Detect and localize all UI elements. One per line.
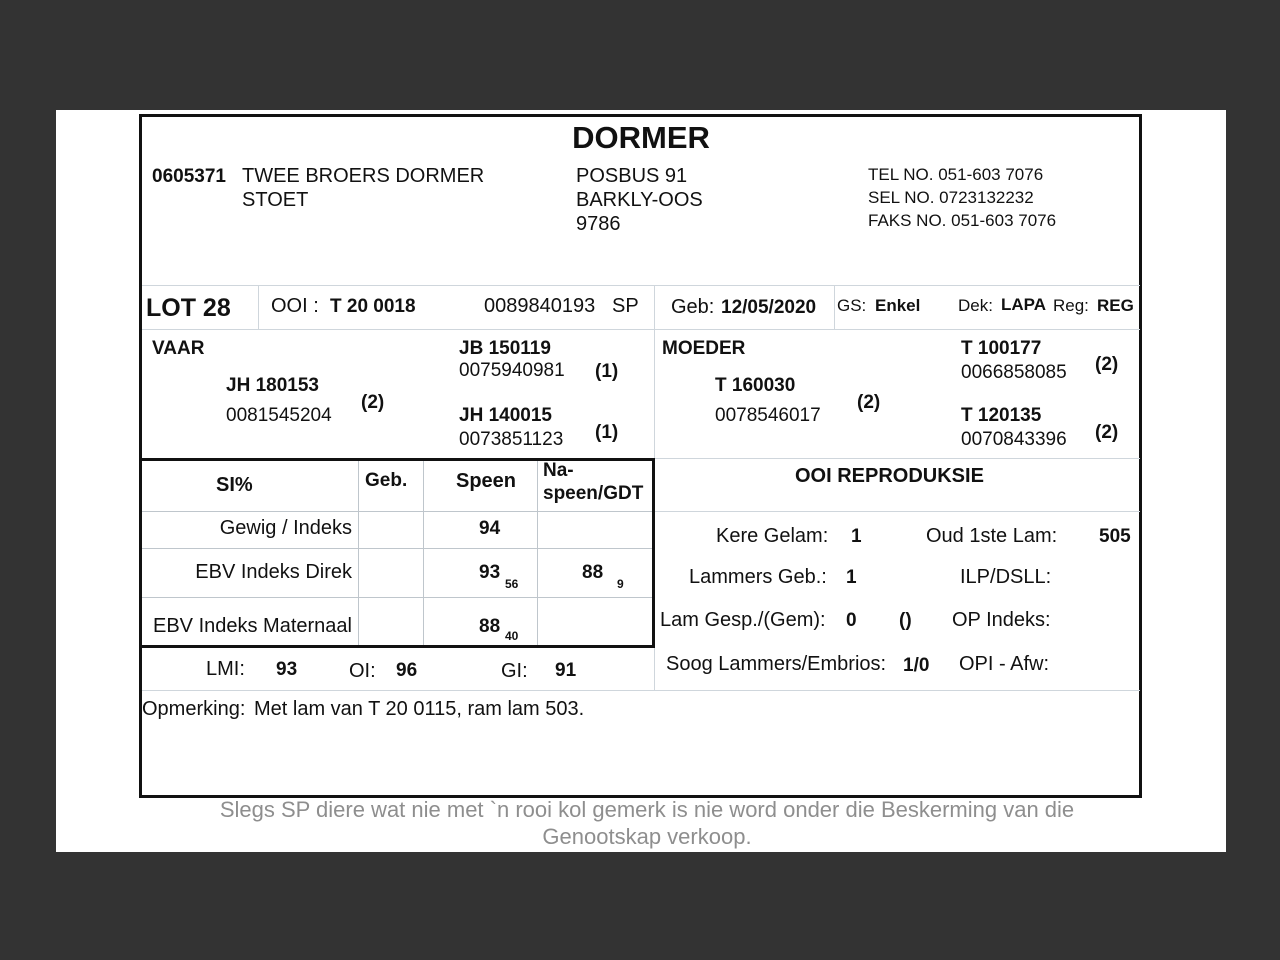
address-line3: 9786 bbox=[576, 213, 621, 235]
moeder-id: T 160030 bbox=[715, 375, 796, 396]
si-row-speen-sub: 56 bbox=[505, 577, 519, 591]
reg-label: Reg: bbox=[1053, 296, 1089, 315]
opmerking-text: Met lam van T 20 0115, ram lam 503. bbox=[254, 698, 585, 720]
naspeen-header-line1: Na- bbox=[543, 460, 574, 481]
footer-line2: Genootskap verkoop. bbox=[542, 824, 752, 849]
vaar-sire-id: JB 150119 bbox=[459, 338, 551, 359]
si-row-naspeen-sub: 9 bbox=[617, 577, 624, 591]
si-row-label: EBV Indeks Maternaal bbox=[153, 615, 352, 637]
si-row-label: Gewig / Indeks bbox=[219, 517, 352, 539]
ooi-label: OOI : bbox=[271, 295, 319, 317]
naspeen-header-line2: speen/GDT bbox=[543, 483, 644, 504]
reproduksie-title: OOI REPRODUKSIE bbox=[795, 465, 984, 487]
gs-value: Enkel bbox=[875, 296, 921, 315]
lot-number: LOT 28 bbox=[146, 294, 231, 322]
tel-number: TEL NO. 051-603 7076 bbox=[868, 165, 1044, 184]
breeder-name-line2: STOET bbox=[242, 189, 309, 211]
si-header: SI% bbox=[216, 474, 253, 496]
lam-gesp-gem: () bbox=[899, 610, 912, 631]
opmerking-label: Opmerking: bbox=[142, 698, 246, 720]
soog-lammers-label: Soog Lammers/Embrios: bbox=[666, 653, 887, 675]
reg-value: REG bbox=[1097, 296, 1134, 315]
speen-header: Speen bbox=[456, 470, 517, 492]
si-row-speen-sub: 40 bbox=[505, 629, 519, 643]
vaar-dam-count: (1) bbox=[595, 422, 619, 443]
moeder-number: 0078546017 bbox=[715, 405, 821, 426]
vaar-count: (2) bbox=[361, 392, 385, 413]
vaar-sire-count: (1) bbox=[595, 361, 619, 382]
moeder-sire-number: 0066858085 bbox=[961, 362, 1067, 383]
oi-label: OI: bbox=[349, 660, 376, 682]
geb-label: Geb: bbox=[671, 296, 715, 318]
lmi-value: 93 bbox=[276, 659, 298, 680]
kere-gelam-value: 1 bbox=[851, 526, 862, 547]
moeder-count: (2) bbox=[857, 392, 881, 413]
si-row-speen: 93 bbox=[479, 562, 501, 583]
kere-gelam-label: Kere Gelam: bbox=[716, 525, 829, 547]
si-row-speen: 88 bbox=[479, 616, 501, 637]
lot-sheet bbox=[56, 110, 1226, 852]
ooi-id-number: 0089840193 bbox=[484, 295, 596, 317]
moeder-sire-count: (2) bbox=[1095, 354, 1119, 375]
op-indeks-label: OP Indeks: bbox=[952, 609, 1051, 631]
gi-value: 91 bbox=[555, 660, 577, 681]
si-row-naspeen: 88 bbox=[582, 562, 604, 583]
lammers-geb-label: Lammers Geb.: bbox=[689, 566, 827, 588]
moeder-dam-number: 0070843396 bbox=[961, 429, 1067, 450]
lammers-geb-value: 1 bbox=[846, 567, 857, 588]
gi-label: GI: bbox=[501, 660, 528, 682]
vaar-number: 0081545204 bbox=[226, 405, 332, 426]
address-line1: POSBUS 91 bbox=[576, 165, 688, 187]
sp-mark: SP bbox=[612, 295, 639, 317]
dek-label: Dek: bbox=[958, 296, 993, 315]
moeder-dam-id: T 120135 bbox=[961, 405, 1042, 426]
opi-afw-label: OPI - Afw: bbox=[959, 653, 1050, 675]
si-row-speen: 94 bbox=[479, 518, 501, 539]
oud-1ste-lam-value: 505 bbox=[1099, 526, 1131, 547]
oi-value: 96 bbox=[396, 660, 418, 681]
oud-1ste-lam-label: Oud 1ste Lam: bbox=[926, 525, 1058, 547]
lam-gesp-label: Lam Gesp./(Gem): bbox=[660, 609, 826, 631]
vaar-label: VAAR bbox=[152, 338, 205, 359]
ooi-value: T 20 0018 bbox=[330, 296, 416, 317]
page-title: DORMER bbox=[572, 120, 710, 155]
moeder-sire-id: T 100177 bbox=[961, 338, 1042, 359]
soog-lammers-value: 1/0 bbox=[903, 655, 930, 676]
footer-line1: Slegs SP diere wat nie met `n rooi kol gemerk is nie word onder die Beskerming van die bbox=[219, 797, 1075, 822]
moeder-dam-count: (2) bbox=[1095, 422, 1119, 443]
ilp-dsll-label: ILP/DSLL: bbox=[960, 566, 1052, 588]
breeder-number: 0605371 bbox=[152, 166, 226, 187]
lam-gesp-value: 0 bbox=[846, 610, 857, 631]
vaar-dam-id: JH 140015 bbox=[459, 405, 552, 426]
dek-value: LAPA bbox=[1001, 295, 1047, 314]
sel-number: SEL NO. 0723132232 bbox=[868, 188, 1034, 207]
gs-label: GS: bbox=[837, 296, 867, 315]
breeder-name-line1: TWEE BROERS DORMER bbox=[242, 165, 485, 187]
vaar-dam-number: 0073851123 bbox=[459, 429, 564, 450]
lmi-label: LMI: bbox=[206, 658, 245, 680]
geb-header: Geb. bbox=[365, 470, 408, 491]
vaar-sire-number: 0075940981 bbox=[459, 360, 565, 381]
vaar-id: JH 180153 bbox=[226, 375, 319, 396]
address-line2: BARKLY-OOS bbox=[576, 189, 703, 211]
moeder-label: MOEDER bbox=[662, 338, 746, 359]
faks-number: FAKS NO. 051-603 7076 bbox=[868, 211, 1057, 230]
si-row-label: EBV Indeks Direk bbox=[195, 561, 352, 583]
geb-value: 12/05/2020 bbox=[721, 297, 817, 318]
